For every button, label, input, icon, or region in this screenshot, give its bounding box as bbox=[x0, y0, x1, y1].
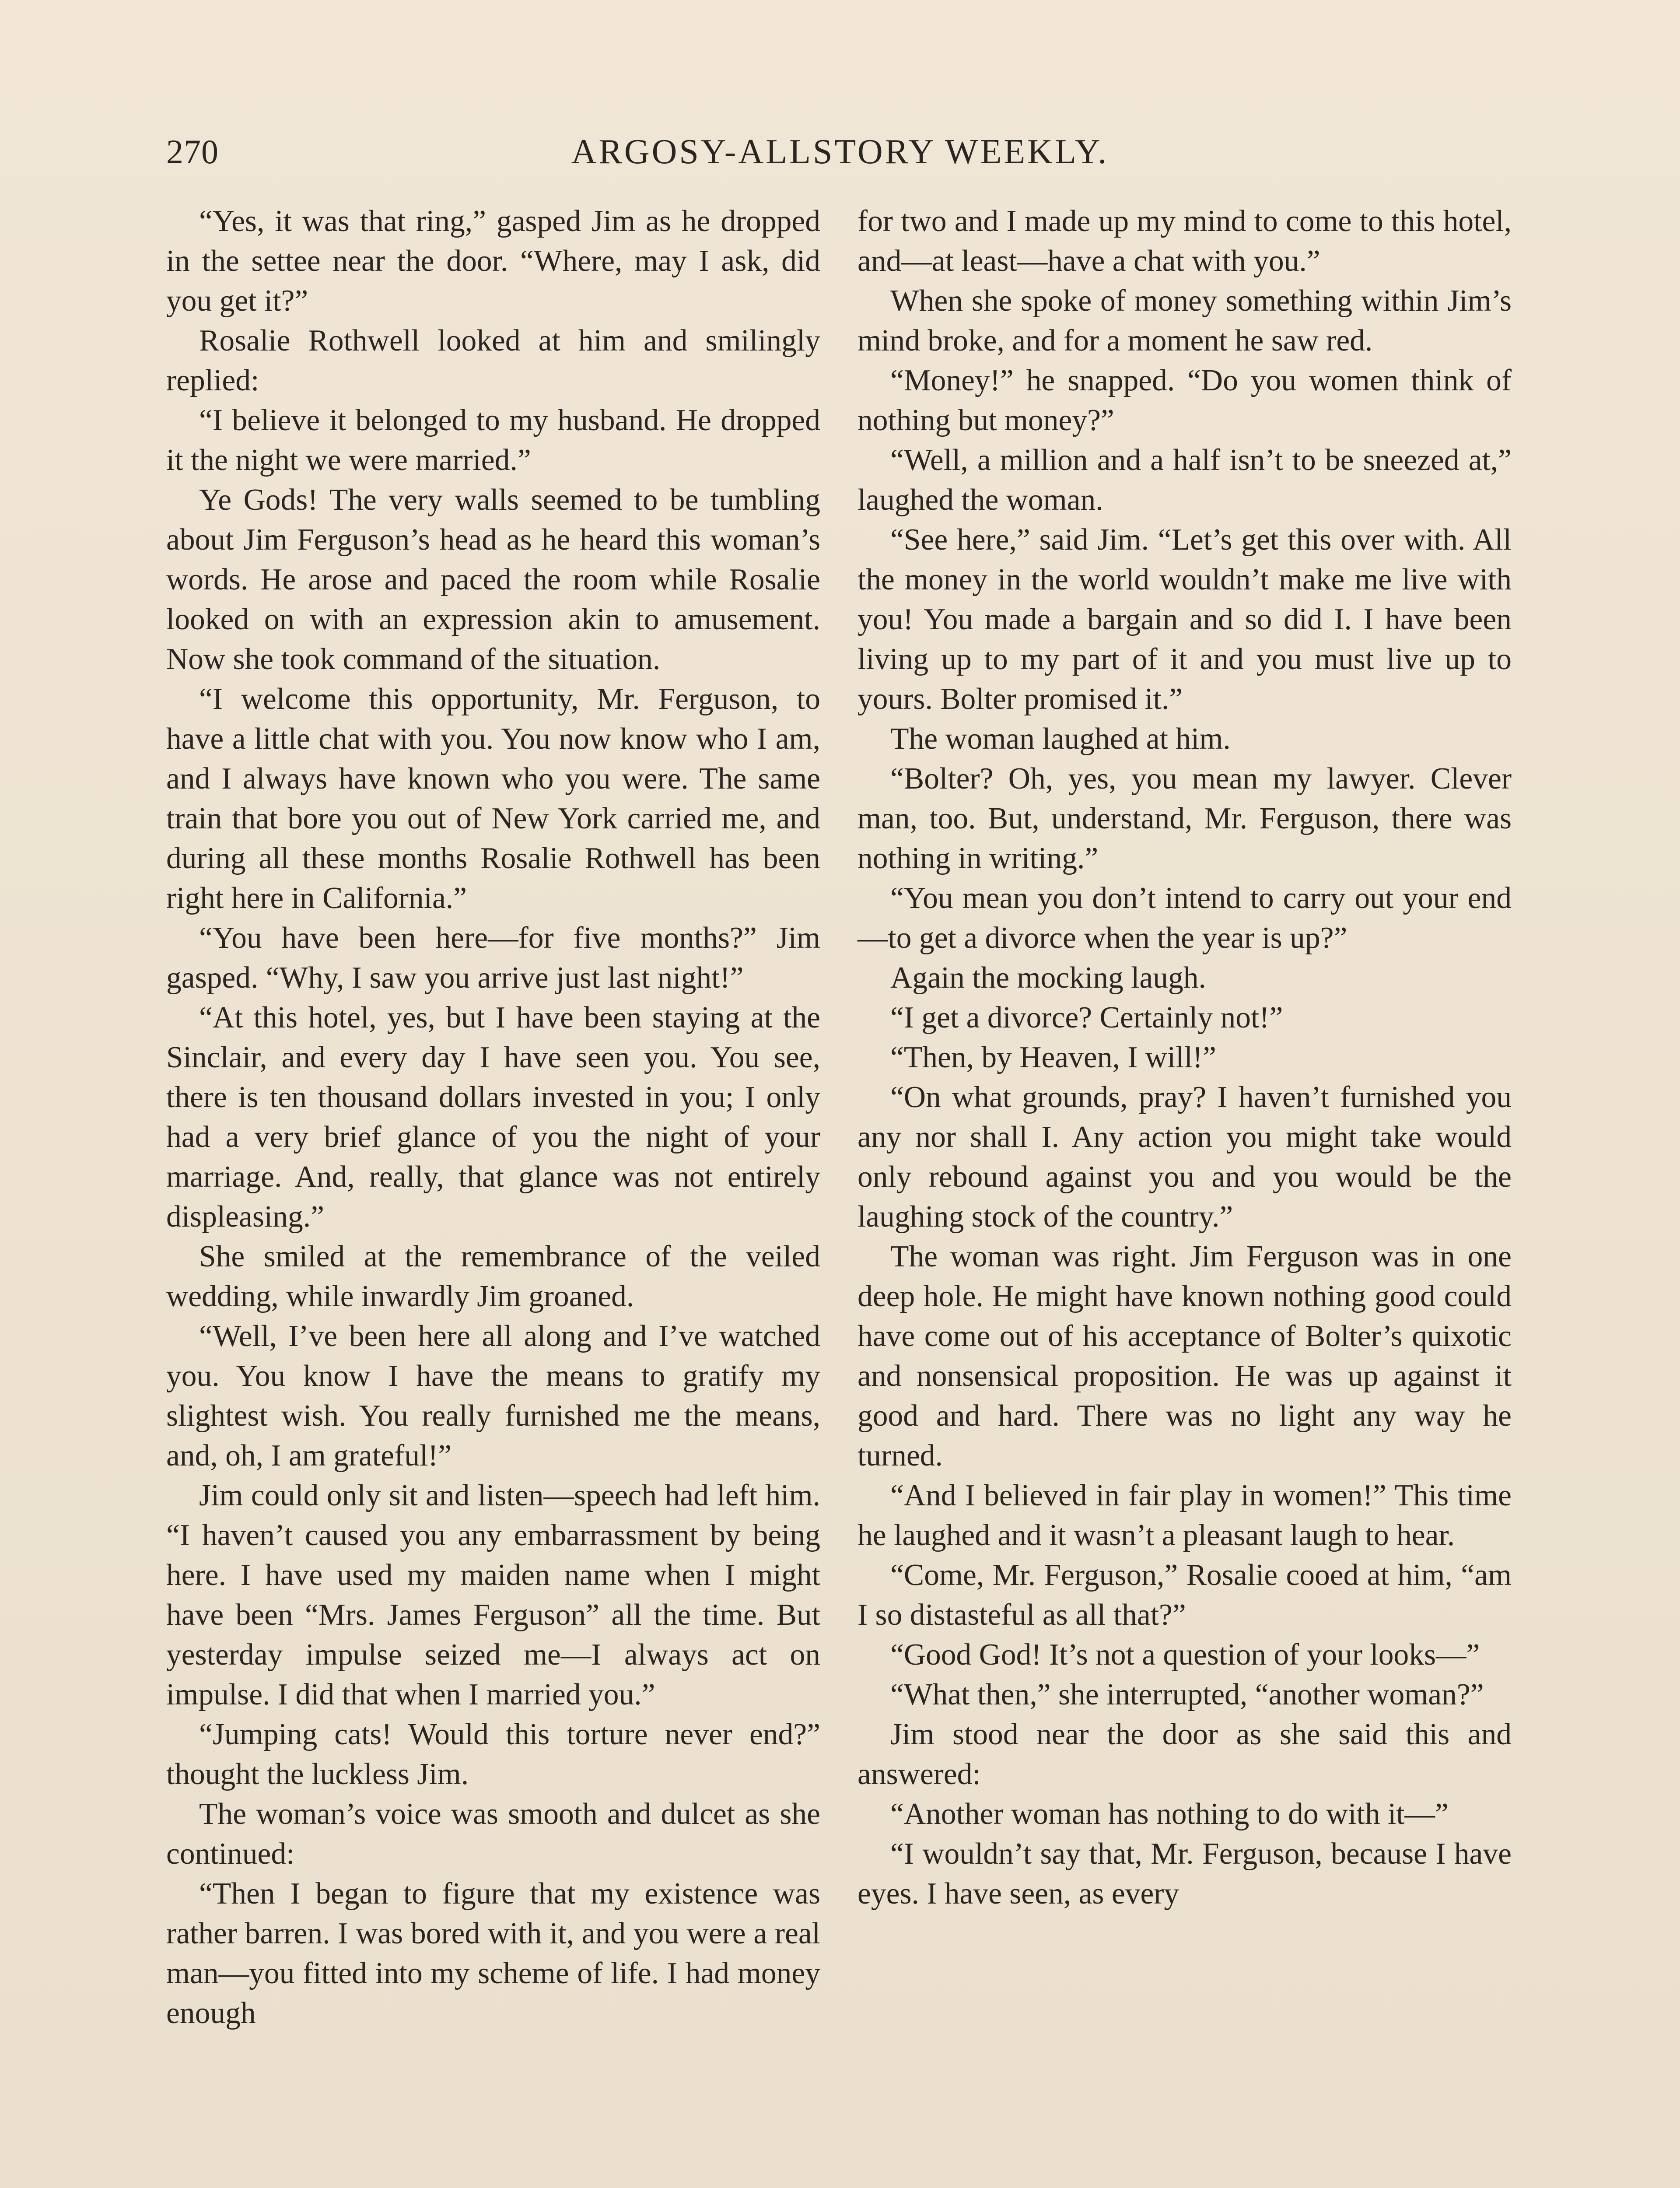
running-title: ARGOSY-ALLSTORY WEEKLY. bbox=[571, 133, 1109, 171]
paragraph: “What then,” she interrupted, “another woman?” bbox=[890, 1678, 1484, 1711]
paragraph: “You have been here—for five months?” Jim gasped. “Why, I saw you arrive just last night!” bbox=[166, 921, 820, 995]
paragraph: Ye Gods! The very walls seemed to be tumbling about Jim Ferguson’s head as he heard this woman’s words. He arose and paced the room while Rosalie looked on with an expression akin to amusement. Now she took command of the situation. bbox=[166, 483, 820, 676]
paragraph: “Then, by Heaven, I will!” bbox=[890, 1041, 1216, 1074]
paragraph: Jim stood near the door as she said this and answered: bbox=[858, 1718, 1512, 1791]
left-column bbox=[166, 201, 820, 2033]
paragraph: “And I believed in fair play in women!” This time he laughed and it wasn’t a pleasant laugh to hear. bbox=[858, 1479, 1512, 1552]
paragraph: The woman was right. Jim Ferguson was in one deep hole. He might have known nothing good could have come out of his acceptance of Bolter’s quixotic and nonsensical proposition. He was up against it good and hard. There was no light any way he turned. bbox=[858, 1240, 1512, 1473]
paragraph: “See here,” said Jim. “Let’s get this over with. All the money in the world wouldn’t make me live with you! You made a bargain and so did I. I have been living up to my part of it and you must live up to yours. Bolter promised it.” bbox=[858, 523, 1512, 716]
paragraph: “Well, I’ve been here all along and I’ve watched you. You know I have the means to gratify my slightest wish. You really furnished me the means, and, oh, I am grateful!” bbox=[166, 1319, 820, 1473]
paragraph: “Well, a million and a half isn’t to be sneezed at,” laughed the woman. bbox=[858, 443, 1512, 517]
paragraph: Rosalie Rothwell looked at him and smilingly replied: bbox=[166, 324, 820, 397]
paragraph: “Money!” he snapped. “Do you women think of nothing but money?” bbox=[858, 364, 1512, 437]
paragraph: “Yes, it was that ring,” gasped Jim as he dropped in the settee near the door. “Where, may I ask, did you get it?” bbox=[166, 204, 820, 318]
paragraph: The woman laughed at him. bbox=[890, 722, 1231, 756]
right-column bbox=[858, 201, 1512, 1914]
paragraph: “You mean you don’t intend to carry out your end—to get a divorce when the year is up?” bbox=[858, 881, 1512, 955]
paragraph: “I get a divorce? Certainly not!” bbox=[890, 1001, 1283, 1034]
paragraph: “I wouldn’t say that, Mr. Ferguson, because I have eyes. I have seen, as every bbox=[858, 1837, 1512, 1911]
paragraph: “Then I began to figure that my existence was rather barren. I was bored with it, and you were a real man—you fitted into my scheme of life. I had money enough bbox=[166, 1877, 820, 2030]
paragraph: “Another woman has nothing to do with it—” bbox=[890, 1797, 1449, 1831]
paragraph: “Good God! It’s not a question of your looks—” bbox=[890, 1638, 1480, 1672]
paragraph: “Jumping cats! Would this torture never end?” thought the luckless Jim. bbox=[166, 1718, 820, 1791]
paragraph: “I welcome this opportunity, Mr. Ferguson, to have a little chat with you. You now know who I am, and I always have known who you were. The same train that bore you out of New York carried me, and during all these months Rosalie Rothwell has been right here in California.” bbox=[166, 682, 820, 915]
paragraph: “At this hotel, yes, but I have been staying at the Sinclair, and every day I have seen you. You see, there is ten thousand dollars invested in you; I only had a very brief glance of you the night of your marriage. And, really, that glance was not entirely displeasing.” bbox=[166, 1001, 820, 1234]
page-number: 270 bbox=[166, 133, 219, 171]
paragraph: Jim could only sit and listen—speech had left him. “I haven’t caused you any embarrassment by being here. I have used my maiden name when I might have been “Mrs. James Ferguson” all the time. But yesterday impulse seized me—I always act on impulse. I did that when I married you.” bbox=[166, 1479, 820, 1711]
paragraph: “I believe it belonged to my husband. He dropped it the night we were married.” bbox=[166, 403, 820, 477]
paragraph: for two and I made up my mind to come to this hotel, and—at least—have a chat with you.” bbox=[858, 204, 1512, 278]
page-header bbox=[166, 128, 1514, 176]
paragraph: Again the mocking laugh. bbox=[890, 961, 1206, 995]
paragraph: When she spoke of money something within Jim’s mind broke, and for a moment he saw red. bbox=[858, 284, 1512, 358]
paragraph: She smiled at the remembrance of the veiled wedding, while inwardly Jim groaned. bbox=[166, 1240, 820, 1313]
paragraph: “Come, Mr. Ferguson,” Rosalie cooed at him, “am I so distasteful as all that?” bbox=[858, 1558, 1512, 1632]
paragraph: “Bolter? Oh, yes, you mean my lawyer. Clever man, too. But, understand, Mr. Ferguson, there was nothing in writing.” bbox=[858, 762, 1512, 875]
paragraph: “On what grounds, pray? I haven’t furnished you any nor shall I. Any action you might take would only rebound against you and you would be the laughing stock of the country.” bbox=[858, 1080, 1512, 1234]
paragraph: The woman’s voice was smooth and dulcet as she continued: bbox=[166, 1797, 820, 1871]
